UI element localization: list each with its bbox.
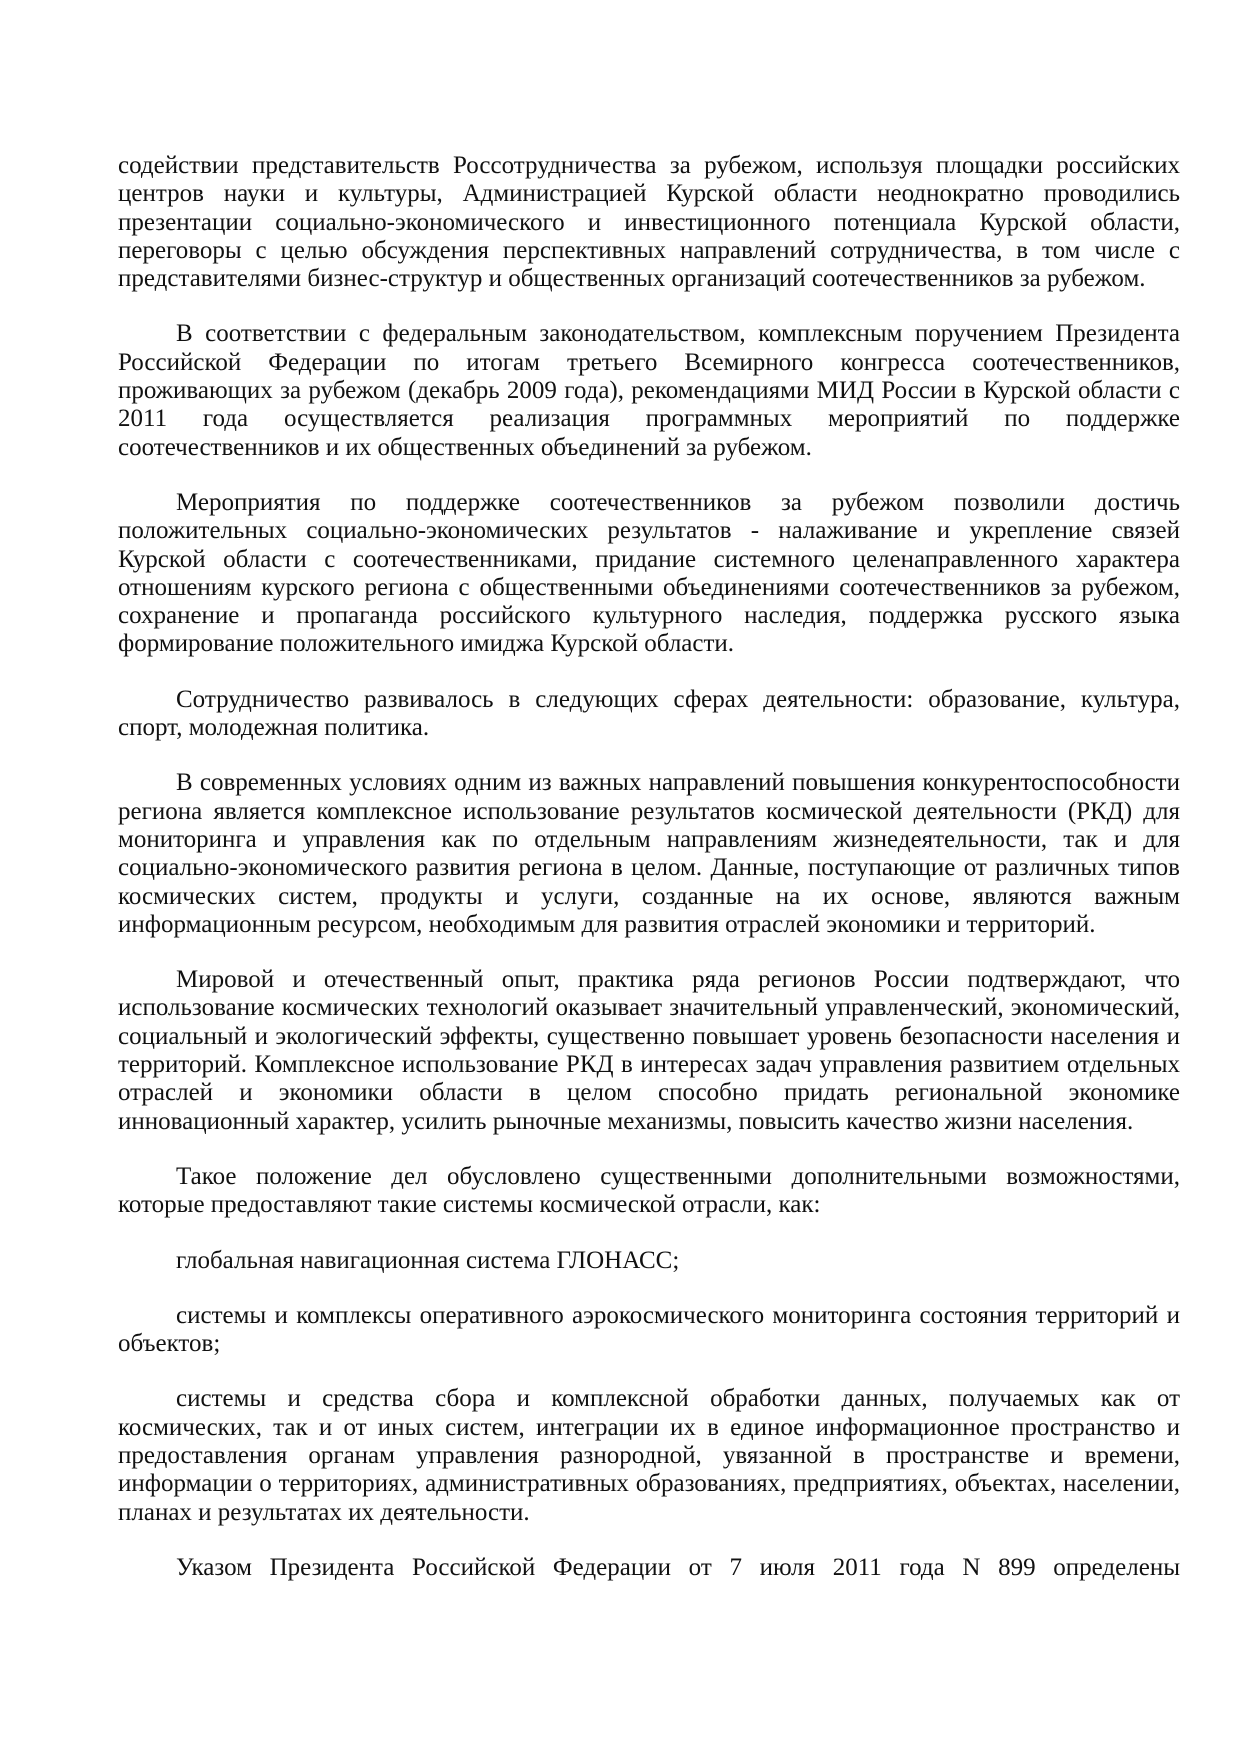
text-line: территорий. Комплексное использование РКД в интересах задач управления развитием отдельных (118, 1051, 1180, 1079)
text-line: отношениям курского региона с общественными объединениями соотечественников за рубежом, (118, 573, 1180, 601)
text-line: положительных социально-экономических результатов - налаживание и укрепление связей (118, 517, 1180, 545)
text-line: космических, так и от иных систем, интеграции их в единое информационное пространство и (118, 1413, 1180, 1441)
paragraph (118, 686, 1180, 743)
paragraph (118, 1554, 1180, 1582)
text-line: представителями бизнес-структур и общественных организаций соотечественников за рубежом. (118, 265, 1146, 293)
text-line: объектов; (118, 1330, 221, 1358)
text-line: предоставления органам управления разнородной, увязанной в пространстве и времени, (118, 1441, 1180, 1469)
text-line: которые предоставляют такие системы космической отрасли, как: (118, 1191, 821, 1219)
text-line: глобальная навигационная система ГЛОНАСС; (176, 1246, 680, 1274)
paragraph (118, 1302, 1180, 1359)
text-line: информационным ресурсом, необходимым для развития отраслей экономики и территорий. (118, 910, 1096, 938)
text-line: Российской Федерации по итогам третьего Всемирного конгресса соотечественников, (118, 348, 1180, 376)
text-line: Такое положение дел обусловлено существенными дополнительными возможностями, (176, 1162, 1180, 1190)
text-line: космических систем, продукты и услуги, созданные на их основе, являются важным (118, 882, 1180, 910)
text-line: формирование положительного имиджа Курской области. (118, 630, 735, 658)
text-line: мониторинга и управления как по отдельным направлениям жизнедеятельности, так и для (118, 825, 1180, 853)
paragraph (118, 1385, 1180, 1526)
text-line: Мировой и отечественный опыт, практика ряда регионов России подтверждают, что (176, 966, 1180, 994)
text-line: проживающих за рубежом (декабрь 2009 года), рекомендациями МИД России в Курской области с (118, 377, 1180, 405)
text-line: соотечественников и их общественных объединений за рубежом. (118, 433, 812, 461)
text-line: содействии представительств Россотрудничества за рубежом, используя площадки российских (118, 152, 1180, 179)
paragraph (118, 320, 1180, 461)
text-line: Сотрудничество развивалось в следующих сферах деятельности: образование, культура, (176, 685, 1180, 713)
text-line: центров науки и культуры, Администрацией Курской области неоднократно проводились (118, 180, 1180, 208)
document-page (118, 152, 1180, 1582)
text-line: сохранение и пропаганда российского культурного наследия, поддержка русского языка (118, 602, 1180, 630)
text-line: информации о территориях, административных образованиях, предприятиях, объектах, населении, (118, 1470, 1180, 1498)
text-line: 2011 года осуществляется реализация программных мероприятий по поддержке (118, 405, 1180, 433)
text-line: использование космических технологий оказывает значительный управленческий, экономический, (118, 994, 1180, 1022)
text-line: системы и комплексы оперативного аэрокосмического мониторинга состояния территорий и (176, 1301, 1180, 1329)
text-line: Курской области с соотечественниками, придание системного целенаправленного характера (118, 545, 1180, 573)
text-line: региона является комплексное использование результатов космической деятельности (РКД) для (118, 797, 1180, 825)
paragraph (118, 152, 1180, 293)
text-line: социально-экономического развития региона в целом. Данные, поступающие от различных типов (118, 854, 1180, 882)
text-line: В соответствии с федеральным законодательством, комплексным поручением Президента (176, 320, 1180, 348)
paragraph (118, 489, 1180, 659)
text-line: В современных условиях одним из важных направлений повышения конкурентоспособности (176, 769, 1180, 797)
text-line: отраслей и экономики области в целом способно придать региональной экономике (118, 1079, 1180, 1107)
paragraph (118, 1163, 1180, 1220)
text-line: Указом Президента Российской Федерации от 7 июля 2011 года N 899 определены (176, 1553, 1180, 1581)
text-line: переговоры с целью обсуждения перспективных направлений сотрудничества, в том числе с (118, 236, 1180, 264)
text-line: презентации социально-экономического и инвестиционного потенциала Курской области, (118, 208, 1180, 236)
text-line: планах и результатах их деятельности. (118, 1498, 530, 1526)
text-line: инновационный характер, усилить рыночные механизмы, повысить качество жизни населения. (118, 1107, 1134, 1135)
paragraph (118, 769, 1180, 939)
paragraph (118, 966, 1180, 1136)
text-line: системы и средства сбора и комплексной обработки данных, получаемых как от (176, 1385, 1180, 1413)
paragraph (118, 1247, 1180, 1275)
text-line: спорт, молодежная политика. (118, 714, 430, 742)
text-line: социальный и экологический эффекты, существенно повышает уровень безопасности населения и (118, 1022, 1180, 1050)
text-line: Мероприятия по поддержке соотечественников за рубежом позволили достичь (176, 488, 1180, 516)
